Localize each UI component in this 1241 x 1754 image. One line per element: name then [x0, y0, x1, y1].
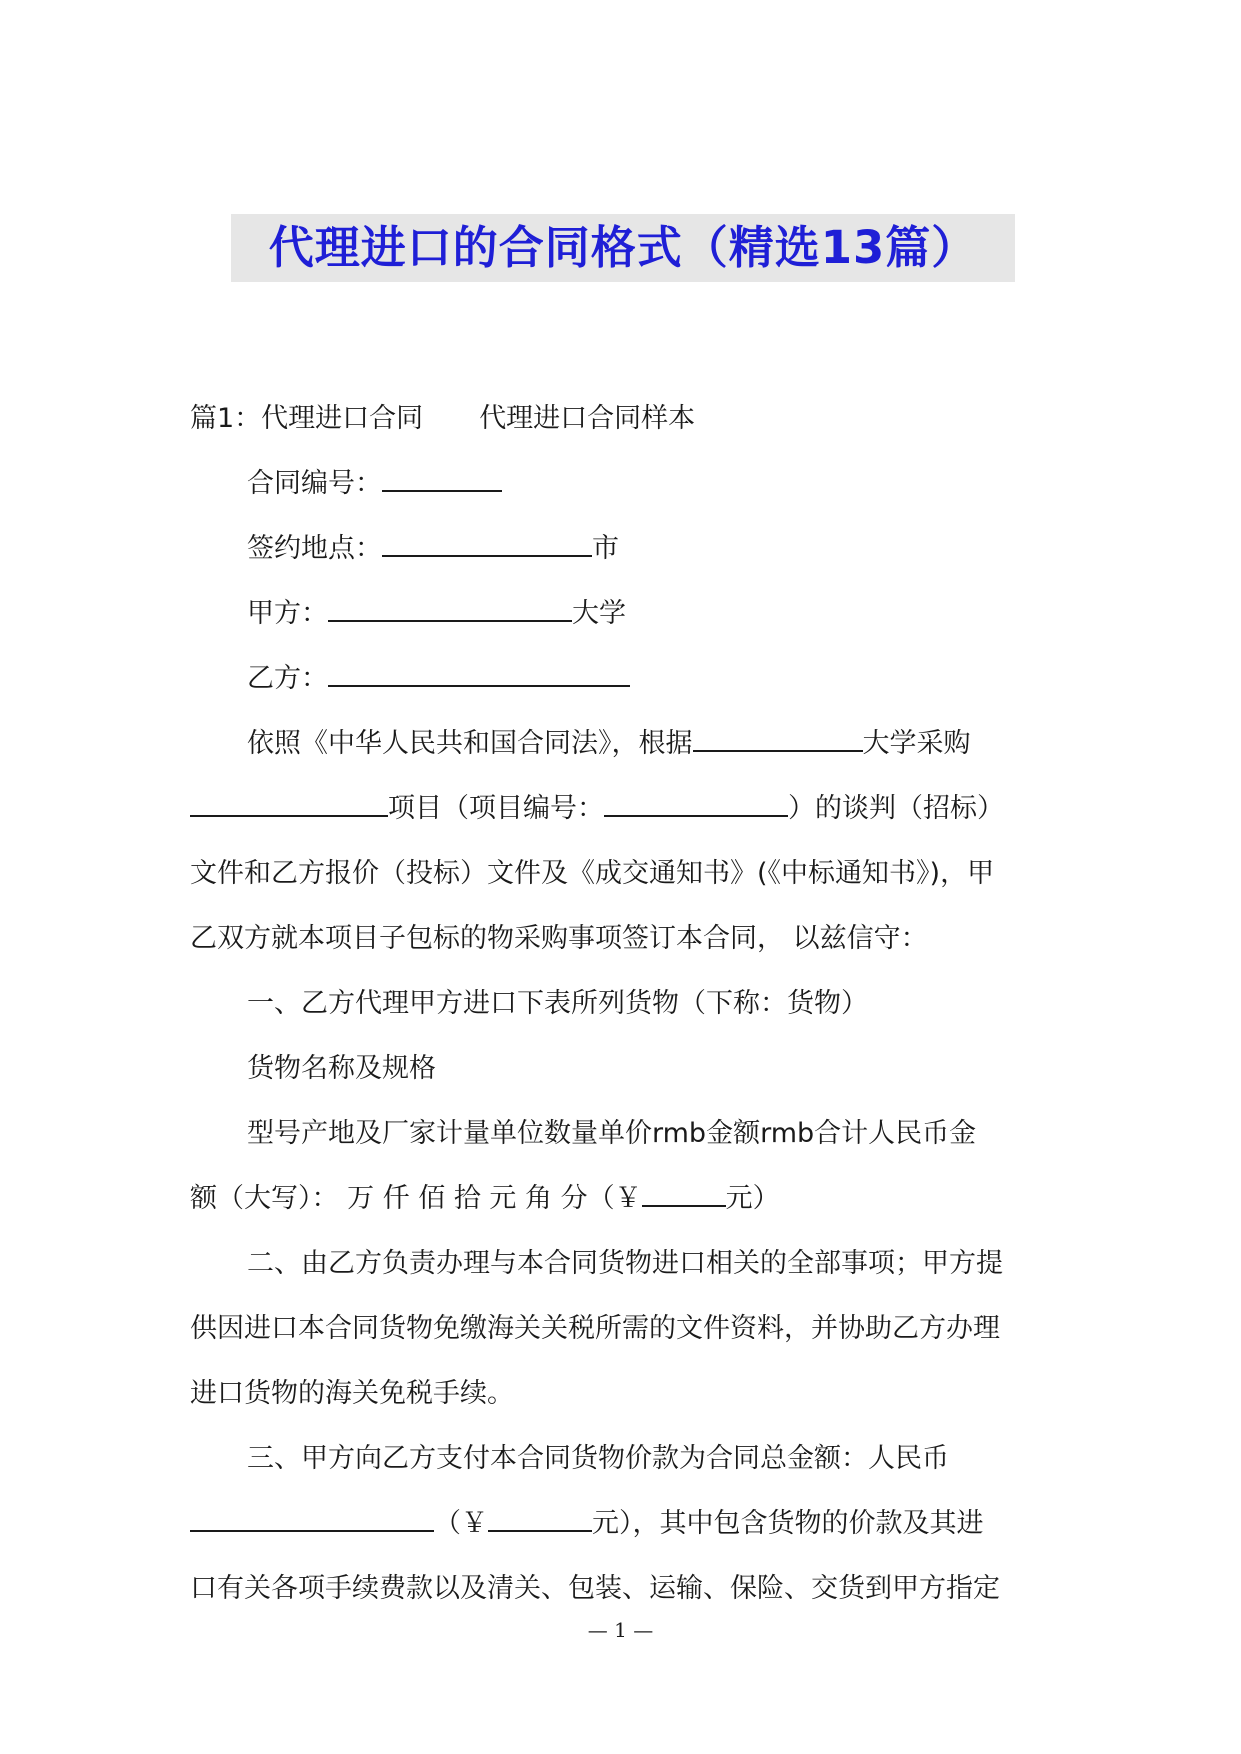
blank-underline — [328, 596, 572, 622]
paragraph-line: 进口货物的海关免税手续。 — [190, 1378, 514, 1409]
section-subtitle: 代理进口合同样本 — [479, 403, 696, 434]
blank-underline — [190, 791, 388, 817]
clause-line: 三、甲方向乙方支付本合同货物价款为合同总金额：人民币 — [247, 1443, 949, 1474]
signing-place-line: 签约地点： 市 — [247, 533, 619, 564]
blank-underline — [328, 661, 630, 687]
section-title: 篇1：代理进口合同 — [190, 403, 424, 434]
party-a-line: 甲方： 大学 — [247, 598, 626, 629]
blank-underline — [488, 1506, 592, 1532]
document-body — [190, 386, 1062, 1621]
paragraph-line: 依照《中华人民共和国合同法》，根据 大学采购 — [247, 728, 971, 759]
paragraph-line: 额（大写）： 万 仟 佰 拾 元 角 分（￥ 元） — [190, 1183, 780, 1214]
document-title: 代理进口的合同格式（精选13篇） — [268, 221, 978, 274]
paragraph-line: 文件和乙方报价（投标）文件及《成交通知书》(《中标通知书》)，甲 — [190, 858, 995, 889]
blank-underline — [642, 1181, 726, 1207]
paragraph-line: 项目（项目编号： ）的谈判（招标） — [190, 776, 1062, 841]
paragraph-line: 货物名称及规格 — [247, 1053, 436, 1084]
page-number: — 1 — — [587, 1618, 654, 1642]
blank-underline — [382, 531, 592, 557]
clause-heading: 一、乙方代理甲方进口下表所列货物（下称：货物） — [247, 988, 868, 1019]
paragraph-line: 乙双方就本项目子包标的物采购事项签订本合同， 以兹信守： — [190, 923, 928, 954]
contract-number-line: 合同编号： — [190, 451, 1062, 516]
paragraph-line: 型号产地及厂家计量单位数量单价rmb金额rmb合计人民币金 — [247, 1118, 977, 1149]
paragraph-line: （￥ 元），其中包含货物的价款及其进 — [190, 1491, 1062, 1556]
blank-underline — [382, 466, 502, 492]
clause-line: 二、由乙方负责办理与本合同货物进口相关的全部事项；甲方提 — [247, 1248, 1003, 1279]
blank-underline — [693, 726, 863, 752]
section-heading — [190, 386, 1062, 451]
party-b-line: 乙方： — [190, 646, 1062, 711]
blank-underline — [190, 1506, 434, 1532]
paragraph-line: 口有关各项手续费款以及清关、包装、运输、保险、交货到甲方指定 — [190, 1573, 1000, 1604]
paragraph-line: 供因进口本合同货物免缴海关关税所需的文件资料，并协助乙方办理 — [190, 1313, 1000, 1344]
blank-underline — [604, 791, 788, 817]
title-highlight — [231, 214, 1015, 282]
